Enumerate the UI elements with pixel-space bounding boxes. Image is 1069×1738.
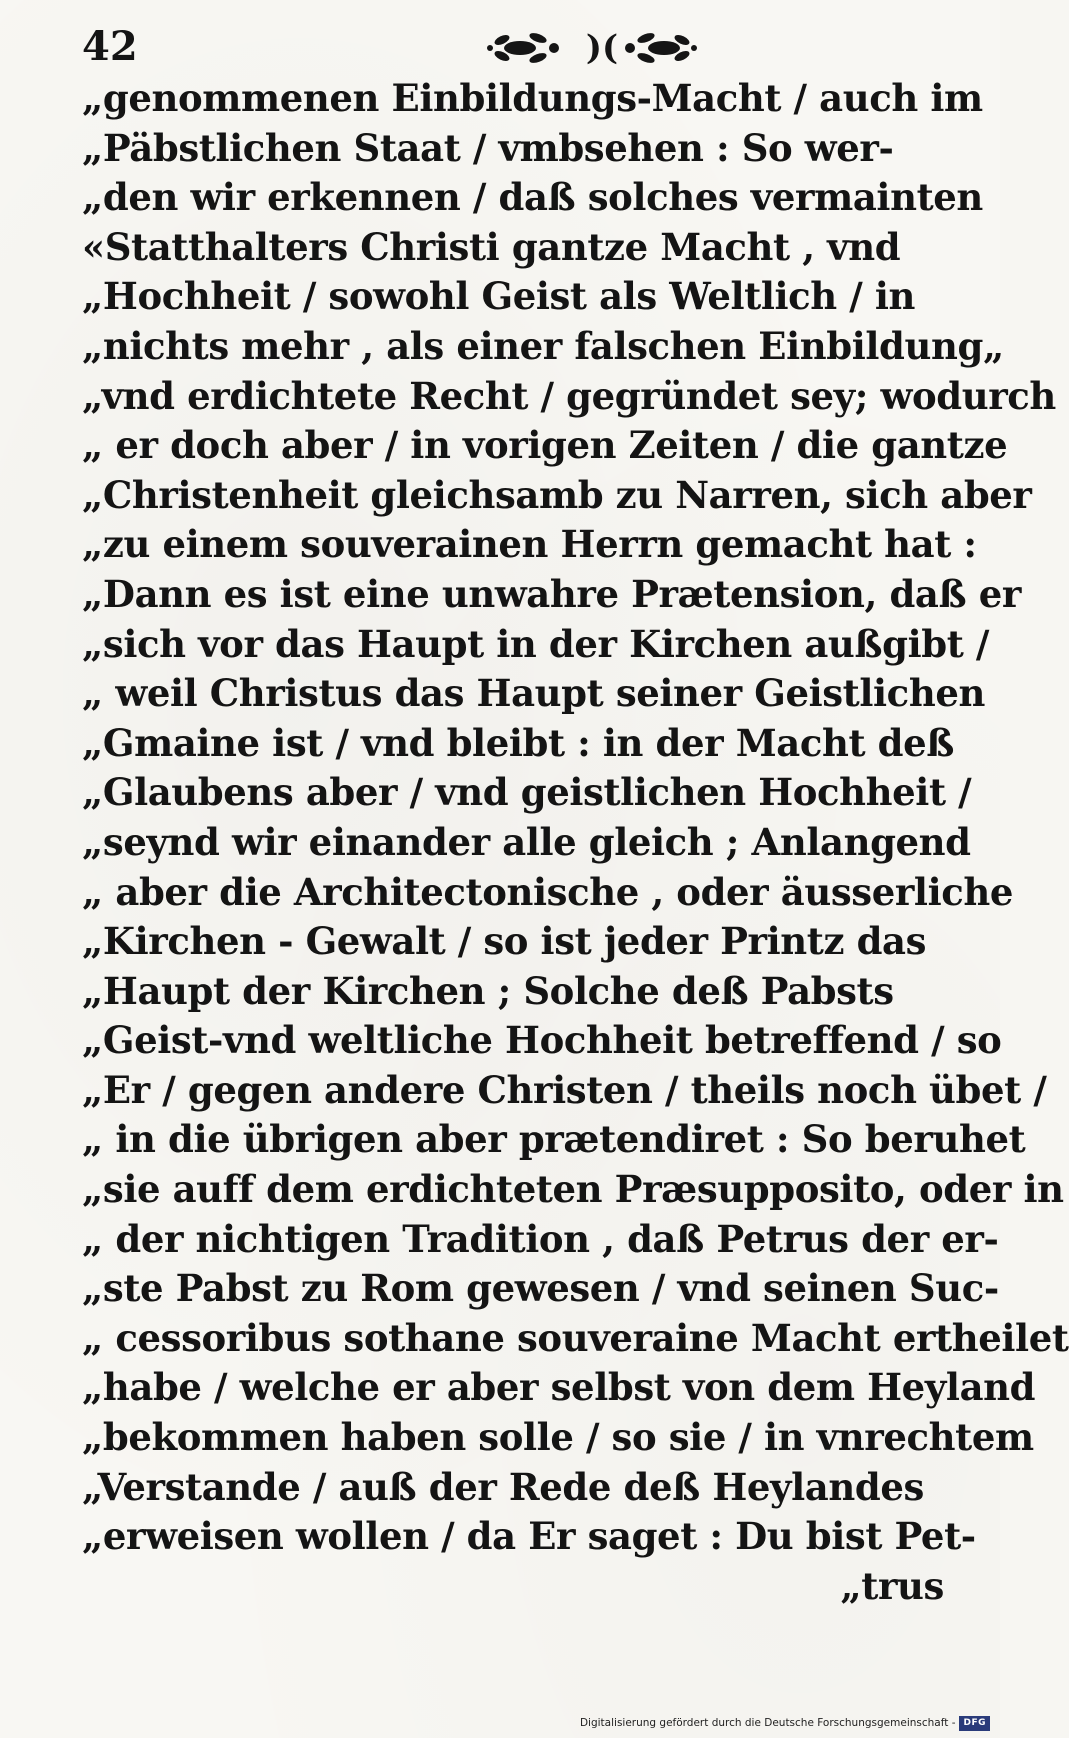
text-line: „seynd wir einander alle gleich ; Anlangend [82,819,971,864]
digitization-footer [580,1714,990,1732]
text-line: „habe / welche er aber selbst von dem Heyland [82,1365,1036,1410]
text-line: „Gmaine ist / vnd bleibt : in der Macht deß [82,720,954,765]
text-line: „zu einem souverainen Herrn gemacht hat : [82,522,977,567]
text-line: „bekommen haben solle / so sie / in vnrechtem [82,1415,1034,1460]
text-line: „vnd erdichtete Recht / gegründet sey; wodurch [82,373,1056,418]
page-number: 42 [82,23,138,70]
text-line: „ er doch aber / in vorigen Zeiten / die gantze [82,423,1008,468]
text-line: „genommenen Einbildungs-Macht / auch im [82,76,983,120]
text-line: „Haupt der Kirchen ; Solche deß Pabsts [82,968,894,1013]
body-text [82,74,1069,1611]
footer-credit: Digitalisierung gefördert durch die Deutsche Forschungsgemeinschaft - [579,1717,956,1729]
text-line: „Christenheit gleichsamb zu Narren, sich aber [82,472,1032,517]
text-line: „Hochheit / sowohl Geist als Weltlich / in [82,274,916,319]
ornament-parentheses: )( [585,28,619,68]
text-line: „Er / gegen andere Christen / theils noch übet / [82,1067,1047,1112]
text-line: „Dann es ist eine unwahre Prætension, daß er [82,571,1021,616]
text-line: „ weil Christus das Haupt seiner Geistlichen [82,671,985,716]
text-line: „nichts mehr , als einer falschen Einbildung„ [82,323,1004,368]
text-line: „ste Pabst zu Rom gewesen / vnd seinen Suc- [82,1266,999,1311]
text-line: „Verstande / auß der Rede deß Heylandes [82,1464,924,1509]
text-line: „Päbstlichen Staat / vmbsehen : So wer- [82,125,894,170]
text-line: „ cessoribus sothane souveraine Macht ertheilet [82,1315,1069,1360]
text-line: „Geist-vnd weltliche Hochheit betreffend / so [82,1018,1002,1063]
text-line: „sich vor das Haupt in der Kirchen außgibt / [82,621,990,666]
text-line: „Glaubens aber / vnd geistlichen Hochheit / [82,770,972,815]
text-line: „ in die übrigen aber prætendiret : So beruhet [82,1117,1026,1162]
text-line: „ aber die Architectonische , oder äusserliche [82,869,1014,914]
text-line: „den wir erkennen / daß solches vermainten [82,175,983,220]
catchword: „trus [840,1563,944,1608]
header-ornament [482,26,722,70]
page-header [82,22,962,72]
text-line: «Statthalters Christi gantze Macht , vnd [82,224,901,269]
text-line: „sie auff dem erdichteten Præsupposito, oder in [82,1167,1064,1212]
dfg-logo-icon: DFG [959,1716,990,1731]
text-line: „erweisen wollen / da Er saget : Du bist Pet- [82,1514,976,1559]
text-line: „Kirchen - Gewalt / so ist jeder Printz das [82,919,927,964]
text-line: „ der nichtigen Tradition , daß Petrus der er- [82,1216,999,1261]
floral-ornament-icon [482,26,722,70]
